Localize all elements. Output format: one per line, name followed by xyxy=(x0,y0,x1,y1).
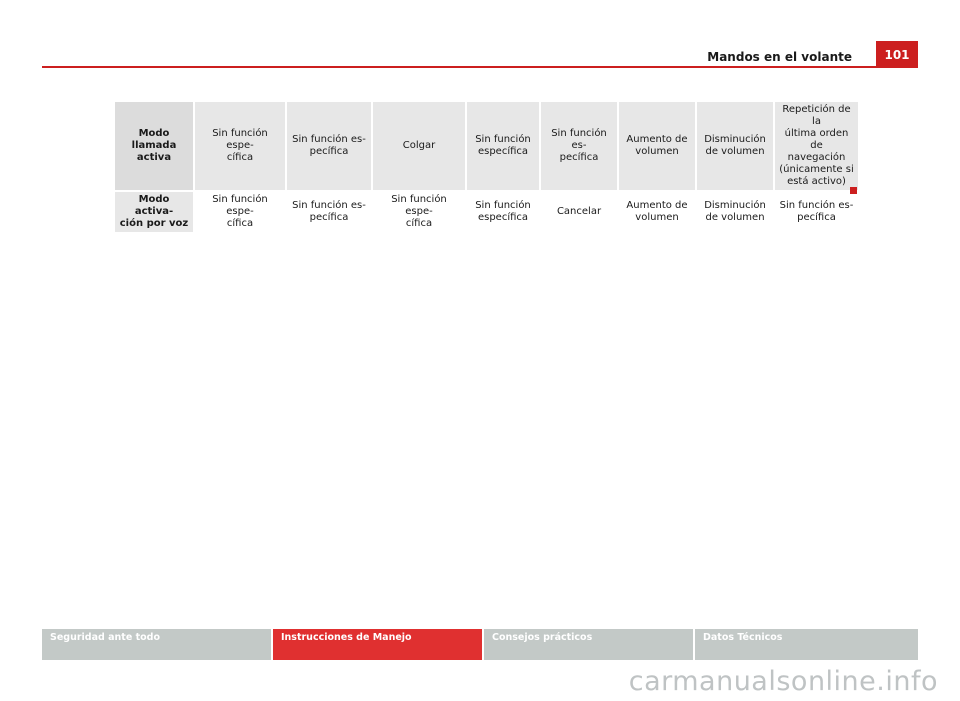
table-cell: Colgar xyxy=(372,101,466,191)
watermark: carmanualsonline.info xyxy=(628,666,938,697)
table-cell: Sin función espe- cífica xyxy=(372,191,466,232)
table-row xyxy=(114,191,858,232)
table-row xyxy=(114,101,858,191)
table-cell: Sin función específica xyxy=(466,191,540,232)
table-cell: Sin función es- pecífica xyxy=(540,101,618,191)
table-cell: Sin función espe- cífica xyxy=(194,101,286,191)
footer-tab-instrucciones[interactable]: Instrucciones de Manejo xyxy=(273,629,484,660)
table-cell: Cancelar xyxy=(540,191,618,232)
end-of-section-marker xyxy=(850,187,857,194)
header-rule xyxy=(42,66,876,68)
row-label: Modo llamada activa xyxy=(114,101,194,191)
table-cell: Sin función es- pecífica xyxy=(286,101,372,191)
table-cell: Sin función es- pecífica xyxy=(286,191,372,232)
controls-table xyxy=(113,100,858,232)
footer-tab-consejos[interactable]: Consejos prácticos xyxy=(484,629,695,660)
table-cell: Aumento de volumen xyxy=(618,101,696,191)
table-cell: Sin función espe- cífica xyxy=(194,191,286,232)
table-cell: Sin función es- pecífica xyxy=(774,191,858,232)
footer-tab-datos[interactable]: Datos Técnicos xyxy=(695,629,918,660)
table-cell: Disminución de volumen xyxy=(696,101,774,191)
section-title: Mandos en el volante xyxy=(707,50,852,64)
table-cell: Disminución de volumen xyxy=(696,191,774,232)
table-cell: Repetición de la última orden de navegación (únicamente si está activo) xyxy=(774,101,858,191)
page-number: 101 xyxy=(876,41,918,68)
row-label: Modo activa- ción por voz xyxy=(114,191,194,232)
footer-tab-seguridad[interactable]: Seguridad ante todo xyxy=(42,629,273,660)
footer-nav xyxy=(42,629,918,660)
table-cell: Aumento de volumen xyxy=(618,191,696,232)
table-cell: Sin función específica xyxy=(466,101,540,191)
